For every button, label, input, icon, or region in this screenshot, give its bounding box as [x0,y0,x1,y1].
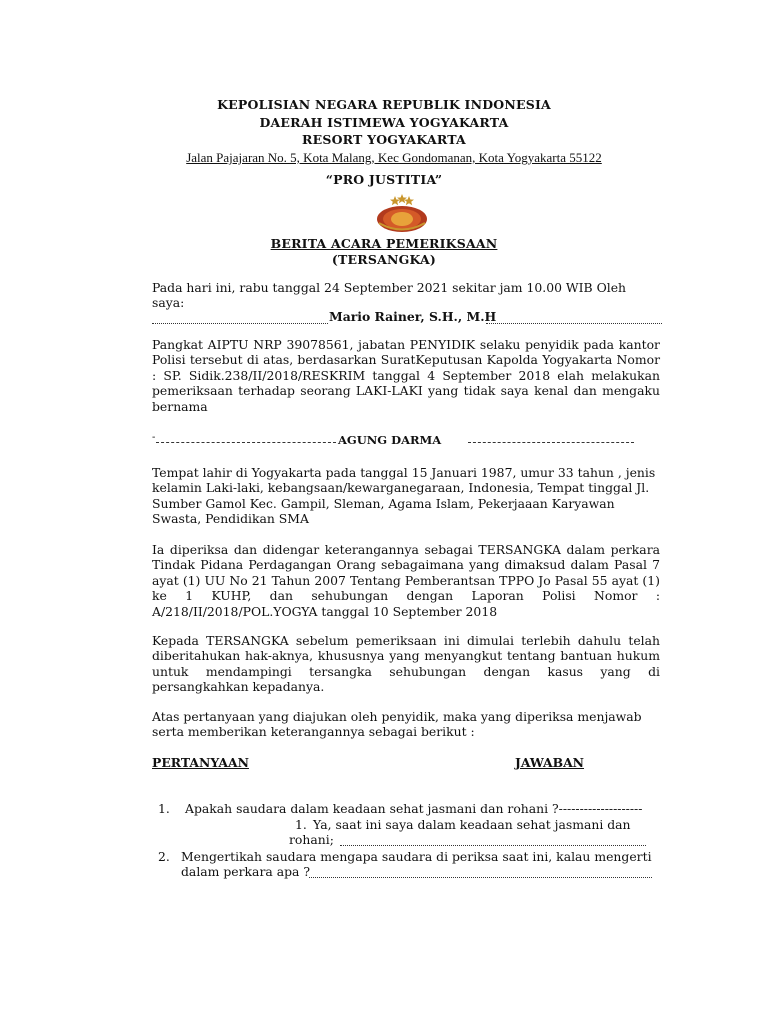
suspect-line [152,433,660,451]
header-institution: KEPOLISIAN NEGARA REPUBLIK INDONESIA [217,97,551,112]
case-paragraph: Ia diperiksa dan didengar keterangannya sebagai TERSANGKA dalam perkara Tindak Pidana Perdagangan Orang sebagaimana yang dimaksud dalam Pasal 7 ayat (1) UU No 21 Tahun 2007 Tentang Pemberantsan TPPO Jo Pasal 55 ayat (1) ke 1 KUHP, dan sehubungan dengan Laporan Polisi Nomor : A/218/II/2018/POL.YOGYA tanggal 10 September 2018 [152,542,660,619]
question-1-number: 1. [158,801,170,816]
question-2-line-2: dalam perkara apa ? [181,864,310,879]
header-address: Jalan Pajajaran No. 5, Kota Malang, Kec Gondomanan, Kota Yogyakarta 55122 [186,150,602,165]
pro-justitia: “PRO JUSTITIA” [325,172,443,187]
intro-text: Pada hari ini, rabu tanggal 24 September 2021 sekitar jam 10.00 WIB Oleh saya: [152,280,627,311]
document-title: BERITA ACARA PEMERIKSAAN [270,236,498,251]
suspect-name: AGUNG DARMA [338,433,442,447]
rank-paragraph: Pangkat AIPTU NRP 39078561, jabatan PENYIDIK selaku penyidik pada kantor Polisi tersebut di atas, berdasarkan SuratKeputusan Kapolda Yogyakarta Nomor : SP. Sidik.238/II/2018/RESKRIM tanggal 4 September 2018 elah melakukan pemeriksaan terhadap seorang LAKI-LAKI yang tidak saya kenal dan mengaku bernama [152,337,660,414]
biodata-paragraph: Tempat lahir di Yogyakarta pada tanggal 15 Januari 1987, umur 33 tahun , jenis kelamin Laki-laki, kebangsaan/kewarganegaraan, Indonesia, Tempat tinggal Jl. Sumber Gamol Kec. Gampil, Sleman, Agama Islam, Pekerjaaan Karyawan Swasta, Pendidikan SMA [152,465,656,527]
suspect-prefix: - [152,432,156,443]
rights-paragraph: Kepada TERSANGKA sebelum pemeriksaan ini dimulai terlebih dahulu telah diberitahukan hak-aknya, khususnya yang menyangkut tentang bantuan hukum untuk mendampingi tersangka sehubungan dengan kasus yang di persangkahkan kepadanya. [152,633,660,695]
column-question-header: PERTANYAAN [152,755,249,770]
police-emblem-icon [375,194,429,234]
column-answer-header: JAWABAN [515,755,585,770]
header-region: DAERAH ISTIMEWA YOGYAKARTA [259,115,509,130]
investigator-line [152,309,660,326]
document-subtitle: (TERSANGKA) [331,252,437,267]
question-2-number: 2. [158,849,170,864]
header-resort: RESORT YOGYAKARTA [302,132,466,147]
answer-1-line-2: rohani; [289,832,334,847]
question-2-line-1: Mengertikah saudara mengapa saudara di periksa saat ini, kalau mengerti [181,849,652,864]
investigator-name: Mario Rainer, S.H., M.H [329,309,497,324]
question-1-text: Apakah saudara dalam keadaan sehat jasmani dan rohani ?-------------------- [185,801,643,816]
answer-intro-paragraph: Atas pertanyaan yang diajukan oleh penyidik, maka yang diperiksa menjawab serta memberikan keterangannya sebagai berikut : [152,709,642,740]
answer-1-fill-line [340,844,646,846]
question-2-fill-line [309,876,652,878]
answer-1-line-1: Ya, saat ini saya dalam keadaan sehat jasmani dan [313,817,631,832]
answer-1-number: 1. [295,817,307,832]
